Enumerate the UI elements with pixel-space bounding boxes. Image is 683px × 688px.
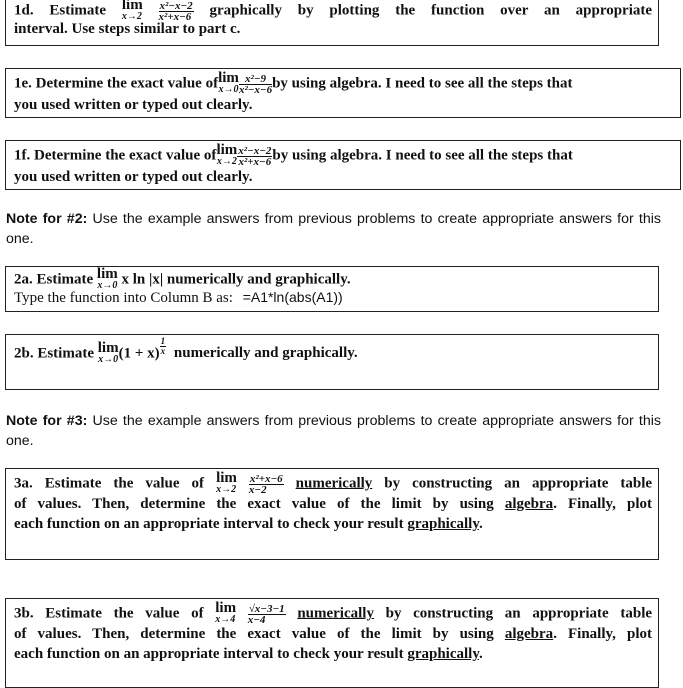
problem-1f-line1 (14, 142, 676, 168)
problem-2a-expression: x ln |x| (121, 271, 164, 288)
limit-operator: lim x→0 (97, 340, 119, 365)
problem-2a-label: 2a. Estimate (14, 271, 94, 288)
problem-1f-box (5, 140, 681, 190)
graphically-term: graphically (407, 646, 480, 662)
problem-1e-label: 1e. Determine the exact value of (14, 75, 219, 92)
problem-1e-text: by using algebra. I need to see all the steps that (272, 75, 573, 92)
problem-2b-box (5, 334, 659, 390)
limit-fraction: $\frac{\text{x²−x−2}}{\text{x²+x−6}}$ (158, 0, 193, 23)
exponent-fraction: $\frac{1}{x}$ (160, 336, 166, 356)
note-3 (6, 411, 661, 451)
limit-operator: lim x→2 (216, 142, 238, 167)
problem-1e-box (5, 68, 681, 118)
limit-fraction: $\frac{√x-3-1}{x-4}$ (247, 602, 285, 626)
problem-2b-line1 (14, 336, 652, 365)
limit-fraction: $\frac{\text{x²−x−2}}{\text{x²+x−6}}$ (238, 144, 272, 168)
problem-1e-line1 (14, 70, 676, 96)
algebra-term: algebra (504, 496, 554, 512)
numerically-term: numerically (297, 605, 374, 622)
note-2 (6, 209, 661, 249)
problem-3b-line1 (14, 600, 653, 626)
note-3-text: Use the example answers from previous problems to create appropriate answers for this one. (6, 413, 662, 449)
problem-3b-line2: of values. Then, determine the exact value of the limit by using algebra. Finally, plot (14, 626, 653, 642)
problem-3a-text: by constructing an appropriate table (384, 475, 653, 492)
problem-1d-label: 1d. Estimate (14, 2, 107, 19)
note-3-heading: Note for #3: (6, 413, 88, 429)
limit-fraction: $\frac{\text{x²−9}}{\text{x²−x−6}}$ (238, 72, 273, 96)
note-2-heading: Note for #2: (6, 211, 88, 227)
note-2-text: Use the example answers from previous problems to create appropriate answers for this one. (6, 211, 662, 247)
problem-2a-line2 (14, 287, 652, 308)
problem-1f-line2: you used written or typed out clearly. (14, 169, 253, 185)
problem-3a-box (5, 468, 659, 560)
problem-3b-line3: each function on an appropriate interval to check your result graphically. (14, 646, 483, 662)
problem-1d-line2: interval. Use steps similar to part c. (14, 21, 241, 37)
problem-3b-label: 3b. Estimate the value of (14, 605, 204, 622)
numerically-term: numerically (295, 475, 373, 492)
problem-3a-label: 3a. Estimate the value of (14, 475, 205, 492)
problem-2a-box (5, 266, 659, 312)
problem-3a-line1 (14, 470, 653, 496)
problem-1d-text: graphically by plotting the function over an appropriate (209, 2, 653, 19)
problem-2a-formula: =A1*ln(abs(A1)) (242, 289, 343, 305)
graphically-term: graphically (407, 516, 480, 532)
limit-fraction: $\frac{\text{x²+x−6}}{x-2}$ (248, 472, 283, 496)
problem-1f-text: by using algebra. I need to see all the steps that (272, 147, 573, 164)
limit-operator: lim x→0 (96, 266, 118, 291)
limit-operator: lim x→2 (121, 0, 143, 22)
problem-2b-expression: (1 + x) (118, 345, 160, 362)
algebra-term: algebra (504, 626, 554, 642)
limit-operator: lim x→4 (215, 600, 237, 625)
problem-1f-label: 1f. Determine the exact value of (14, 147, 217, 164)
problem-3b-text: by constructing an appropriate table (385, 605, 653, 622)
problem-2a-instruction: Type the function into Column B as: (14, 290, 233, 306)
limit-operator: lim x→2 (216, 470, 237, 495)
problem-2a-text: numerically and graphically. (166, 271, 351, 288)
problem-3a-line3: each function on an appropriate interval to check your result graphically. (14, 516, 483, 532)
problem-3b-box (5, 598, 659, 688)
problem-2b-label: 2b. Estimate (14, 345, 94, 362)
problem-1d-box (5, 0, 659, 46)
problem-3a-line2: of values. Then, determine the exact value of the limit by using algebra. Finally, plot (14, 496, 653, 512)
limit-operator: lim x→0 (218, 70, 239, 95)
problem-1e-line2: you used written or typed out clearly. (14, 97, 253, 113)
problem-2b-text: numerically and graphically. (173, 345, 358, 362)
